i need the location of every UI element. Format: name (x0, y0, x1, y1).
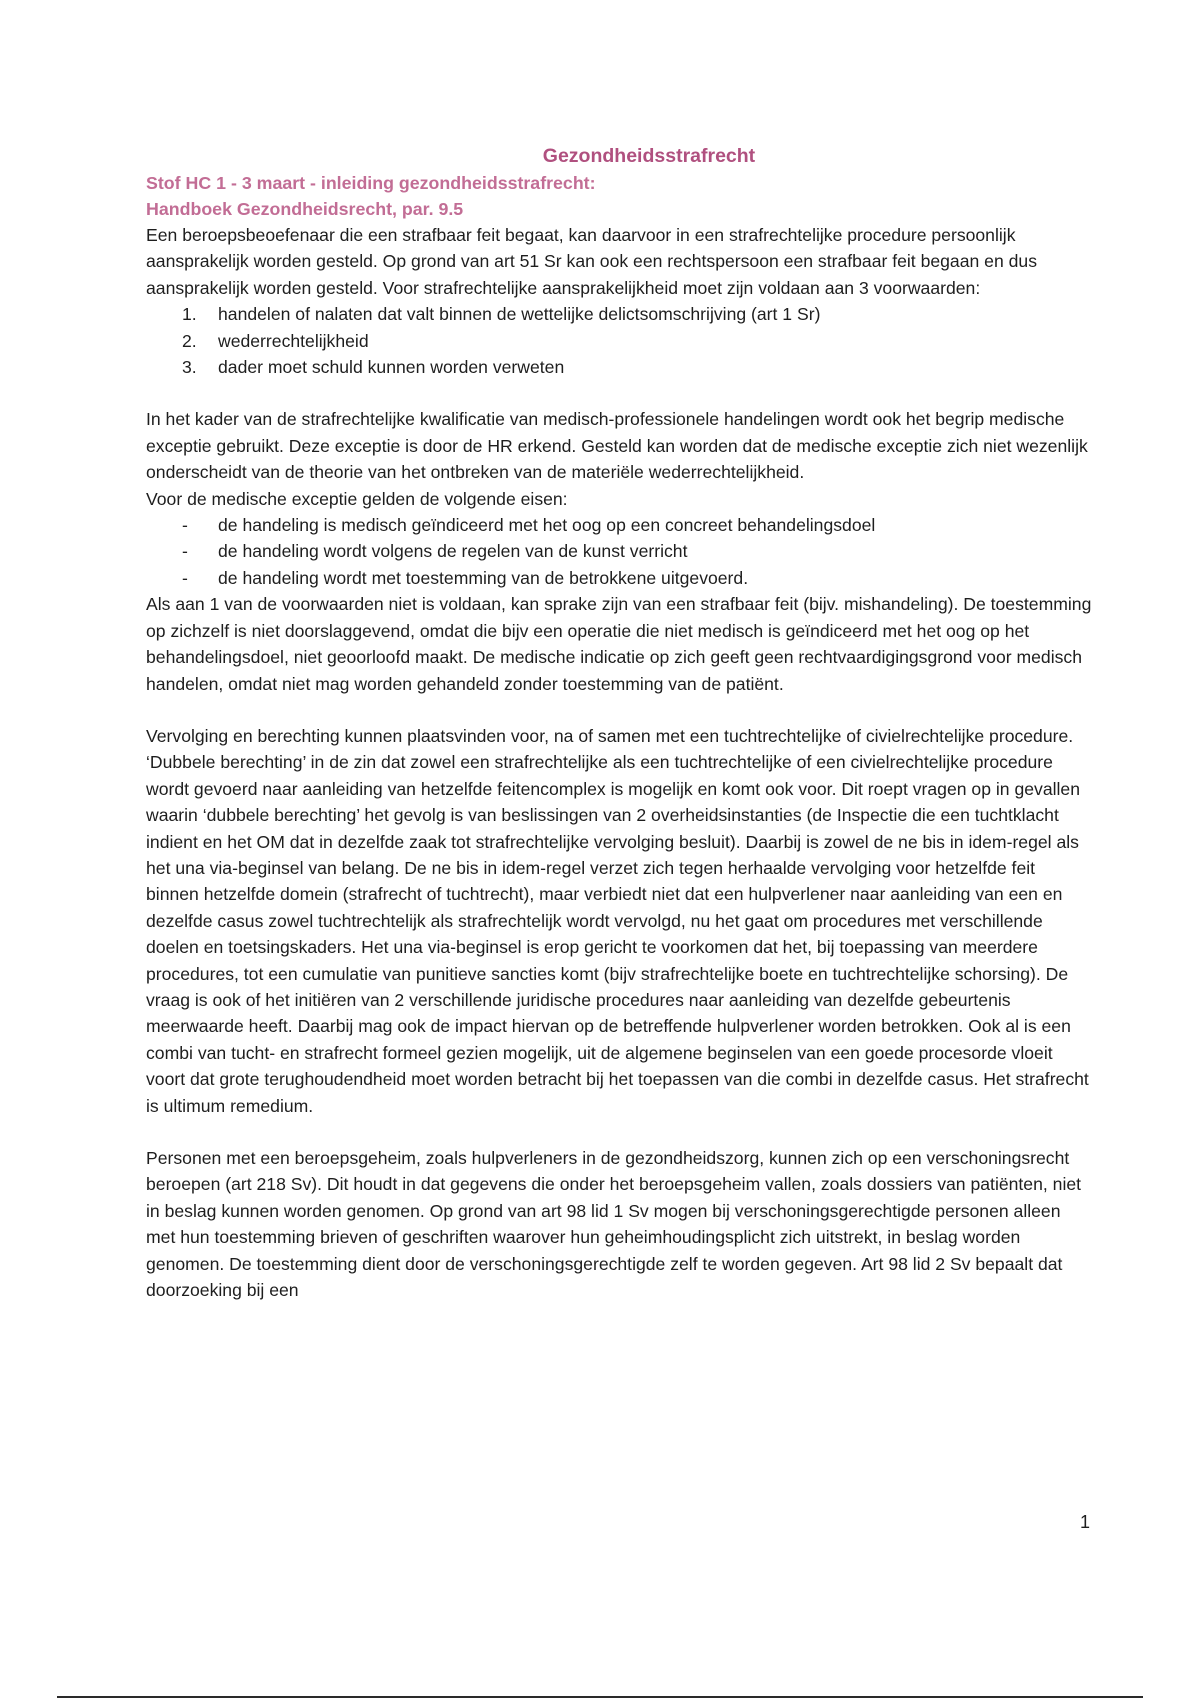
list-marker: - (182, 567, 188, 588)
list-item-text: de handeling is medisch geïndiceerd met het oog op een concreet behandelingsdoel (218, 515, 876, 536)
paragraph-double-prosecution: Vervolging en berechting kunnen plaatsvinden voor, na of samen met een tuchtrechtelijke of civielrechtelijke procedure. ‘Dubbele berechting’ in de zin dat zowel een strafrechtelijke als een tuchtrechtelijke of een civielrechtelijke procedure wordt gevoerd naar aanleiding van hetzelfde feitencomplex is mogelijk en komt ook voor. Dit roept vragen op in gevallen waarin ‘dubbele berechting’ het gevolg is van beslissingen van 2 overheidsinstanties (de Inspectie die een tuchtklacht indient en het OM dat in dezelfde zaak tot strafrechtelijke vervolging besluit). Daarbij is zowel de ne bis in idem-regel als het una via-beginsel van belang. De ne bis in idem-regel verzet zich tegen herhaalde vervolging voor hetzelfde feit binnen hetzelfde domein (strafrecht of tuchtrecht), maar verbiedt niet dat een hulpverlener naar aanleiding van een en dezelfde casus zowel tuchtrechtelijk als strafrechtelijk wordt vervolgd, nu het gaat om procedures met verschillende doelen en toetsingskaders. Het una via-beginsel is erop gericht te voorkomen dat het, bij toepassing van meerdere procedures, tot een cumulatie van punitieve sancties komt (bijv strafrechtelijke boete en tuchtrechtelijke schorsing). De vraag is ook of het initiëren van 2 verschillende juridische procedures naar aanleiding van dezelfde gebeurtenis meerwaarde heeft. Daarbij mag ook de impact hiervan op de betreffende hulpverlener worden betrokken. Ook al is een combi van tucht- en strafrecht formeel gezien mogelijk, uit de algemene beginselen van een goede procesorde vloeit voort dat grote terughoudendheid moet worden betracht bij het toepassen van die combi in dezelfde casus. Het strafrecht is ultimum remedium. (146, 725, 1089, 1116)
list-marker: - (182, 541, 188, 562)
requirements-list (146, 512, 1092, 591)
paragraph-spacer (146, 380, 1092, 406)
document-title: Gezondheidsstrafrecht (542, 145, 756, 167)
list-marker: 1. (182, 304, 197, 325)
list-marker: 3. (182, 357, 197, 378)
paragraph-spacer (146, 697, 1092, 723)
page-number: 1 (1079, 1512, 1090, 1532)
list-item (146, 538, 1092, 564)
conditions-list (146, 301, 1092, 380)
list-marker: 2. (182, 330, 197, 351)
list-item (146, 354, 1092, 380)
paragraph-consent: Als aan 1 van de voorwaarden niet is voldaan, kan sprake zijn van een strafbaar feit (bijv. mishandeling). De toestemming op zichzelf is niet doorslaggevend, omdat die bijv een operatie die niet medisch is geïndiceerd met het oog op het behandelingsdoel, niet geoorloofd maakt. De medische indicatie op zich geeft geen rechtvaardigingsgrond voor medisch handelen, omdat niet mag worden gehandeld zonder toestemming van de patiënt. (146, 594, 1092, 694)
list-item-text: de handeling wordt volgens de regelen van de kunst verricht (218, 541, 688, 562)
list-item (146, 328, 1092, 354)
paragraph-liability: Een beroepsbeoefenaar die een strafbaar feit begaat, kan daarvoor in een strafrechtelijke procedure persoonlijk aansprakelijk worden gesteld. Op grond van art 51 Sr kan ook een rechtspersoon een strafbaar feit begaan en dus aansprakelijk worden gesteld. Voor strafrechtelijke aansprakelijkheid moet zijn voldaan aan 3 voorwaarden: (146, 225, 1038, 298)
list-marker: - (182, 515, 188, 536)
list-item-text: wederrechtelijkheid (218, 330, 369, 351)
paragraph-professional-secrecy: Personen met een beroepsgeheim, zoals hulpverleners in de gezondheidszorg, kunnen zich op een verschoningsrecht beroepen (art 218 Sv). Dit houdt in dat gegevens die onder het beroepsgeheim vallen, zoals dossiers van patiënten, niet in beslag kunnen worden genomen. Op grond van art 98 lid 1 Sv mogen bij verschoningsgerechtigde personen alleen met hun toestemming brieven of geschriften waarover hun geheimhoudingsplicht zich uitstrekt, in beslag worden genomen. De toestemming dient door de verschoningsgerechtigde zelf te worden gegeven. Art 98 lid 2 Sv bepaalt dat doorzoeking bij een (146, 1148, 1082, 1301)
list-item-text: handelen of nalaten dat valt binnen de wettelijke delictsomschrijving (art 1 Sr) (218, 304, 821, 325)
list-item (146, 565, 1092, 591)
section-heading-handbook: Handboek Gezondheidsrecht, par. 9.5 (146, 199, 464, 219)
section-heading-lecture: Stof HC 1 - 3 maart - inleiding gezondheidsstrafrecht: (146, 173, 596, 193)
paragraph-medical-exception: In het kader van de strafrechtelijke kwalificatie van medisch-professionele handelingen wordt ook het begrip medische exceptie gebruikt. Deze exceptie is door de HR erkend. Gesteld kan worden dat de medische exceptie zich niet wezenlijk onderscheidt van de theorie van het ontbreken van de materiële wederrechtelijkheid. (146, 409, 1088, 483)
paragraph-spacer (146, 1119, 1092, 1145)
document-page (146, 142, 1092, 1303)
paragraph-requirements-intro: Voor de medische exceptie gelden de volgende eisen: (146, 488, 568, 509)
list-item (146, 512, 1092, 538)
list-item (146, 301, 1092, 327)
list-item-text: de handeling wordt met toestemming van de betrokkene uitgevoerd. (218, 567, 749, 588)
page-divider (57, 1696, 1143, 1698)
list-item-text: dader moet schuld kunnen worden verweten (218, 357, 565, 378)
